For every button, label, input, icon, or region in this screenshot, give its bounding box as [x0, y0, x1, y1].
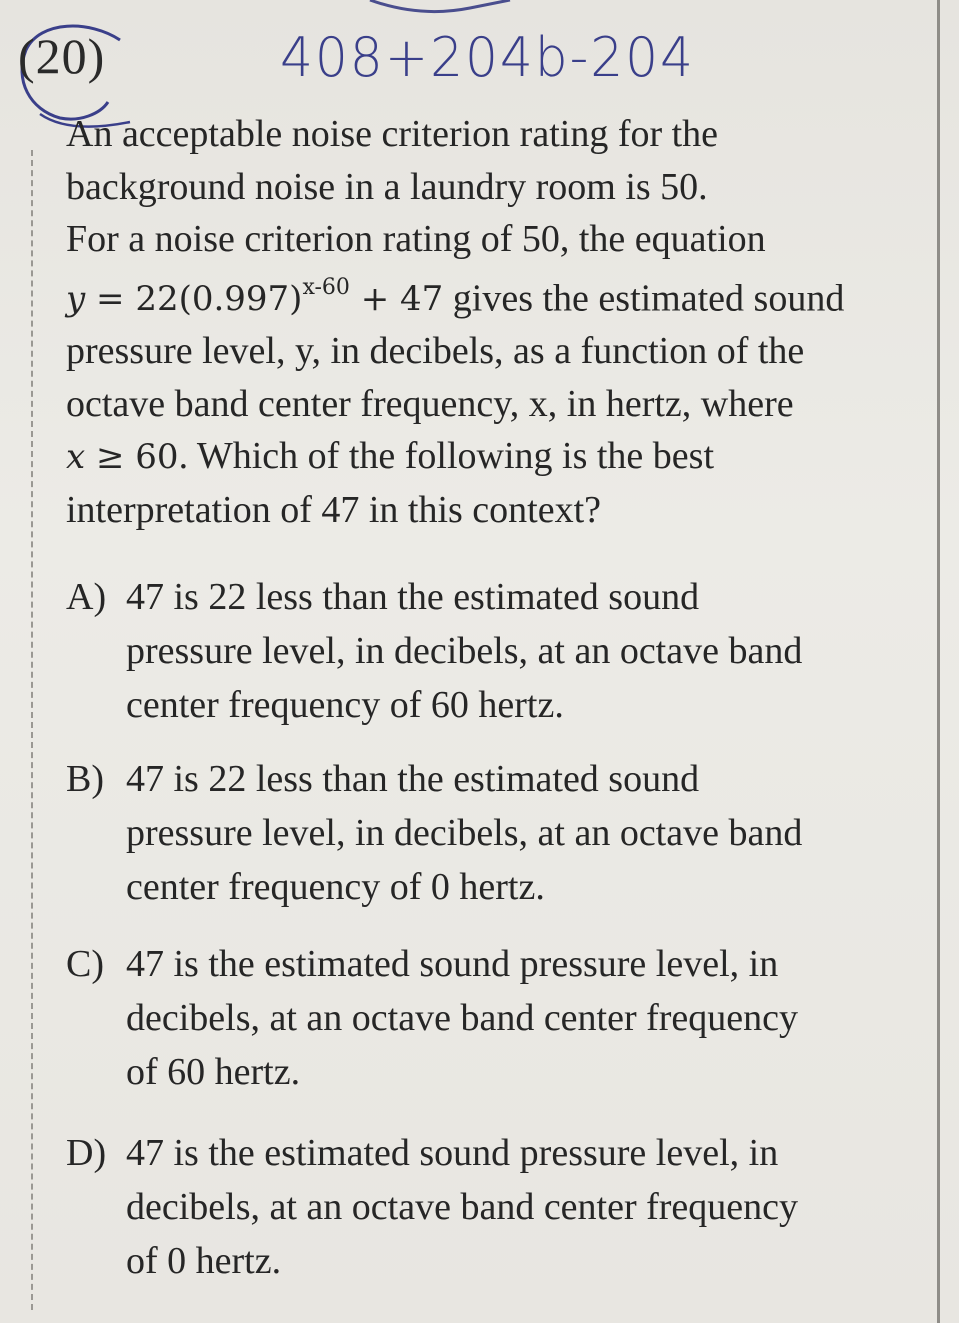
- answer-choice-c[interactable]: [66, 937, 926, 1099]
- choice-text-line: 47 is 22 less than the estimated sound: [126, 576, 700, 618]
- handwritten-note: 408+204b-204: [280, 26, 695, 89]
- stem-line-8: interpretation of 47 in this context?: [66, 488, 602, 531]
- stem-line-1: An acceptable noise criterion rating for the: [66, 113, 719, 155]
- stem-line-5: pressure level, y, in decibels, as a function of the: [66, 330, 805, 373]
- equation-exponent: x-60: [302, 274, 350, 300]
- condition-text: . Which of the following is the best: [178, 435, 714, 478]
- condition-var: x: [66, 437, 86, 478]
- stem-line-2: background noise in a laundry room is 50.: [66, 165, 708, 208]
- stem-condition-line: [66, 430, 926, 484]
- choice-text-line: pressure level, in decibels, at an octave band: [126, 630, 803, 672]
- left-dashed-rule: [31, 150, 33, 1310]
- answer-choice-a[interactable]: [66, 570, 926, 732]
- condition: [66, 437, 179, 477]
- equation-trailing-text: gives the estimated sound: [443, 276, 845, 319]
- choice-letter: B): [66, 758, 104, 800]
- equation-tail: + 47: [349, 278, 444, 319]
- question-number: (20): [18, 28, 106, 84]
- choice-letter: A): [66, 576, 107, 618]
- choice-text-line: 47 is the estimated sound pressure level, in: [126, 1132, 779, 1174]
- question-stem: [66, 108, 926, 536]
- choice-text-line: 47 is 22 less than the estimated sound: [126, 758, 700, 800]
- choice-letter: C): [66, 943, 104, 985]
- choice-text-line: center frequency of 0 hertz.: [126, 866, 545, 908]
- choice-letter: D): [66, 1132, 107, 1174]
- condition-rel: ≥ 60: [85, 437, 179, 478]
- pen-stroke-top: [360, 0, 560, 20]
- answer-choice-b[interactable]: [66, 752, 926, 914]
- choice-text-line: 47 is the estimated sound pressure level, in: [126, 943, 779, 985]
- choice-text-line: decibels, at an octave band center frequency: [126, 997, 799, 1039]
- choice-text-line: pressure level, in decibels, at an octave band: [126, 812, 803, 854]
- choice-text-line: of 0 hertz.: [126, 1240, 282, 1282]
- stem-equation-line: [66, 266, 926, 326]
- stem-line-3: For a noise criterion rating of 50, the equation: [66, 218, 766, 260]
- answer-choice-d[interactable]: [66, 1126, 926, 1288]
- equation-lhs: y: [66, 278, 86, 319]
- choice-text-line: center frequency of 60 hertz.: [126, 684, 564, 726]
- stem-line-6: octave band center frequency, x, in hertz, where: [66, 382, 794, 425]
- choice-text-line: decibels, at an octave band center frequency: [126, 1186, 799, 1228]
- equation: [66, 274, 444, 319]
- choice-text-line: of 60 hertz.: [126, 1051, 301, 1093]
- equation-base: = 22(0.997): [85, 278, 303, 319]
- right-border-rule: [937, 0, 940, 1323]
